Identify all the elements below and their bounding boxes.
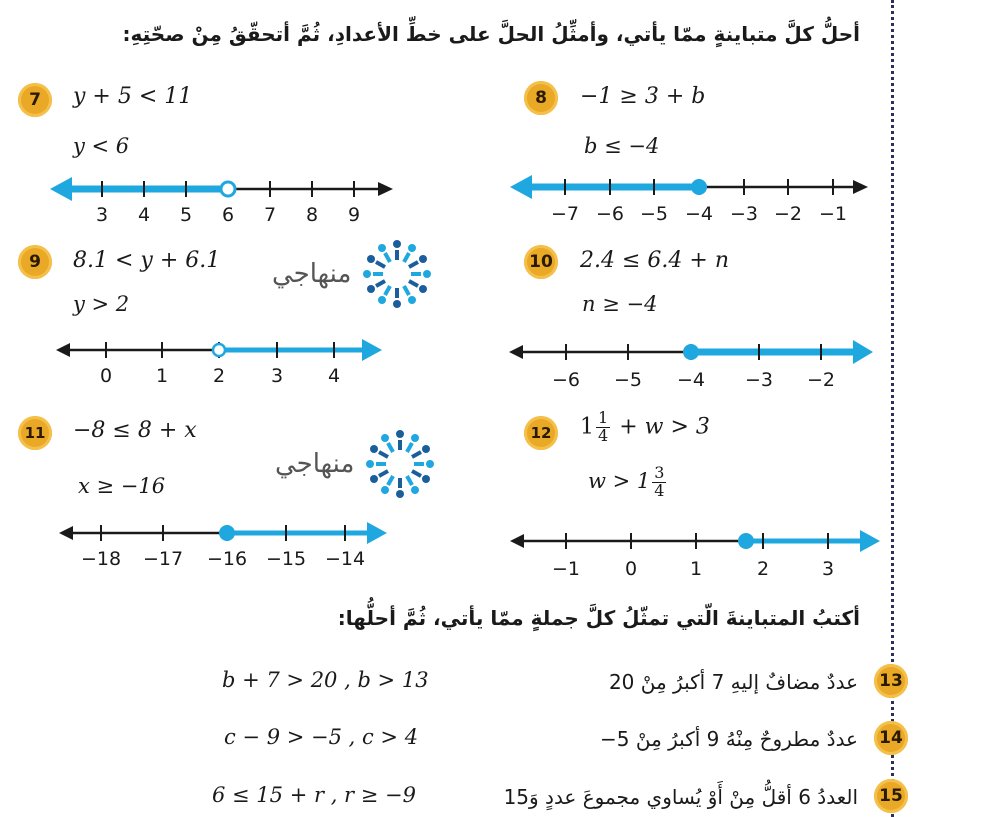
problem-13-badge: 13 xyxy=(874,664,908,698)
open-circle xyxy=(213,344,225,356)
mixed-whole: 1 xyxy=(580,414,594,440)
tick-label: −3 xyxy=(744,369,774,388)
problem-11-number-line xyxy=(55,509,455,573)
section2-heading: أكتبُ المتباينةَ الّتي تمثّلُ كلَّ جملةٍ ممّا يأتي، ثُمَّ أحلُّها: xyxy=(337,606,860,630)
tick-label: 3 xyxy=(95,204,109,225)
closed-circle xyxy=(219,525,235,541)
tick-label: 0 xyxy=(99,365,113,386)
tick-label: 0 xyxy=(624,558,638,580)
problem-10-number-line xyxy=(505,328,890,388)
problem-12-number-line xyxy=(506,517,891,581)
closed-circle xyxy=(683,344,699,360)
watermark-logo xyxy=(272,236,435,312)
problem-12-badge: 12 xyxy=(524,416,558,450)
problem-15-answer: 6 ≤ 15 + r , r ≥ −9 xyxy=(212,783,416,807)
tick-label: −3 xyxy=(729,203,759,223)
tick-label: −18 xyxy=(80,548,122,570)
problem-15-badge: 15 xyxy=(874,779,908,813)
fraction-numerator: 3 xyxy=(654,463,665,482)
tick-label: 4 xyxy=(137,204,151,225)
tick-label: 8 xyxy=(305,204,319,225)
people-circle-logo-icon xyxy=(362,426,438,502)
problem-7-inequality: y + 5 < 11 xyxy=(73,84,193,109)
problem-9-badge: 9 xyxy=(18,245,52,279)
tick-label: 2 xyxy=(756,558,770,580)
closed-circle xyxy=(738,533,754,549)
watermark-logo xyxy=(275,426,438,502)
problem-11-solution: x ≥ −16 xyxy=(78,474,166,498)
tick-label: −17 xyxy=(142,548,184,570)
tick-label: 7 xyxy=(263,204,277,225)
problem-8-solution: b ≤ −4 xyxy=(584,134,660,158)
problem-14-sentence: عددٌ مطروحٌ مِنْهُ 9 أكبرُ مِنْ 5− xyxy=(599,727,858,751)
watermark-text: منهاجي xyxy=(275,449,355,479)
tick-label: 2 xyxy=(212,365,226,386)
tick-label: 1 xyxy=(155,365,169,386)
tick-label: −2 xyxy=(806,369,836,388)
inequality-rest: + w > 3 xyxy=(619,414,710,440)
tick-label: −5 xyxy=(613,369,643,388)
tick-label: −15 xyxy=(265,548,307,570)
tick-label: 5 xyxy=(179,204,193,225)
problem-13-answer: b + 7 > 20 , b > 13 xyxy=(222,668,429,692)
people-circle-logo-icon xyxy=(359,236,435,312)
fraction-numerator: 1 xyxy=(598,408,609,427)
tick-label: 6 xyxy=(221,204,235,225)
problem-15-sentence: العددُ 6 أقلُّ مِنْ أَوْ يُساوي مجموعَ عددٍ وَ15 xyxy=(503,785,858,809)
tick-label: −14 xyxy=(324,548,366,570)
solution-text: w > 1 xyxy=(588,468,651,493)
fraction xyxy=(596,410,610,445)
problem-14-badge: 14 xyxy=(874,721,908,755)
problem-8-number-line xyxy=(508,163,888,223)
tick-label: −4 xyxy=(676,369,706,388)
problem-8-inequality: −1 ≥ 3 + b xyxy=(580,84,706,109)
tick-label: −1 xyxy=(551,558,581,580)
tick-label: −2 xyxy=(773,203,803,223)
tick-label: 3 xyxy=(270,365,284,386)
watermark-text: منهاجي xyxy=(272,259,352,289)
fraction-denominator: 4 xyxy=(598,425,609,445)
solution-arrow-left xyxy=(50,177,72,201)
tick-label: 9 xyxy=(347,204,361,225)
tick-label: 1 xyxy=(689,558,703,580)
problem-12-inequality xyxy=(580,410,710,445)
tick-label: −6 xyxy=(551,369,581,388)
tick-label: −16 xyxy=(206,548,248,570)
problem-8-badge: 8 xyxy=(524,81,558,115)
tick-label: 4 xyxy=(327,365,341,386)
problem-7-badge: 7 xyxy=(18,83,52,117)
closed-circle xyxy=(691,179,707,195)
problem-7-solution: y < 6 xyxy=(73,134,130,158)
open-circle xyxy=(221,182,235,196)
instructions-heading: أحلُّ كلَّ متباينةٍ ممّا يأتي، وأمثِّلُ الحلَّ على خطِّ الأعدادِ، ثُمَّ أتحقّقُ مِنْ صحّتِهِ: xyxy=(122,22,860,46)
tick-label: −5 xyxy=(639,203,669,223)
tick-label: −1 xyxy=(818,203,848,223)
fraction-denominator: 4 xyxy=(654,480,665,500)
tick-label: 3 xyxy=(821,558,835,580)
problem-10-inequality: 2.4 ≤ 6.4 + n xyxy=(580,248,729,273)
problem-11-inequality: −8 ≤ 8 + x xyxy=(73,418,197,443)
problem-12-solution xyxy=(588,465,668,500)
problem-10-solution: n ≥ −4 xyxy=(582,292,658,316)
problem-9-solution: y > 2 xyxy=(73,292,130,316)
tick-label: −4 xyxy=(684,203,714,223)
problem-13-sentence: عددٌ مضافٌ إليهِ 7 أكبرُ مِنْ 20 xyxy=(608,670,858,694)
problem-11-badge: 11 xyxy=(18,416,52,450)
problem-9-inequality: 8.1 < y + 6.1 xyxy=(73,248,221,273)
problem-9-number-line xyxy=(52,326,452,386)
problem-10-badge: 10 xyxy=(524,245,558,279)
fraction xyxy=(652,465,666,500)
tick-label: −7 xyxy=(550,203,580,223)
tick-label: −6 xyxy=(595,203,625,223)
problem-7-number-line xyxy=(48,165,448,225)
problem-14-answer: c − 9 > −5 , c > 4 xyxy=(224,725,419,749)
